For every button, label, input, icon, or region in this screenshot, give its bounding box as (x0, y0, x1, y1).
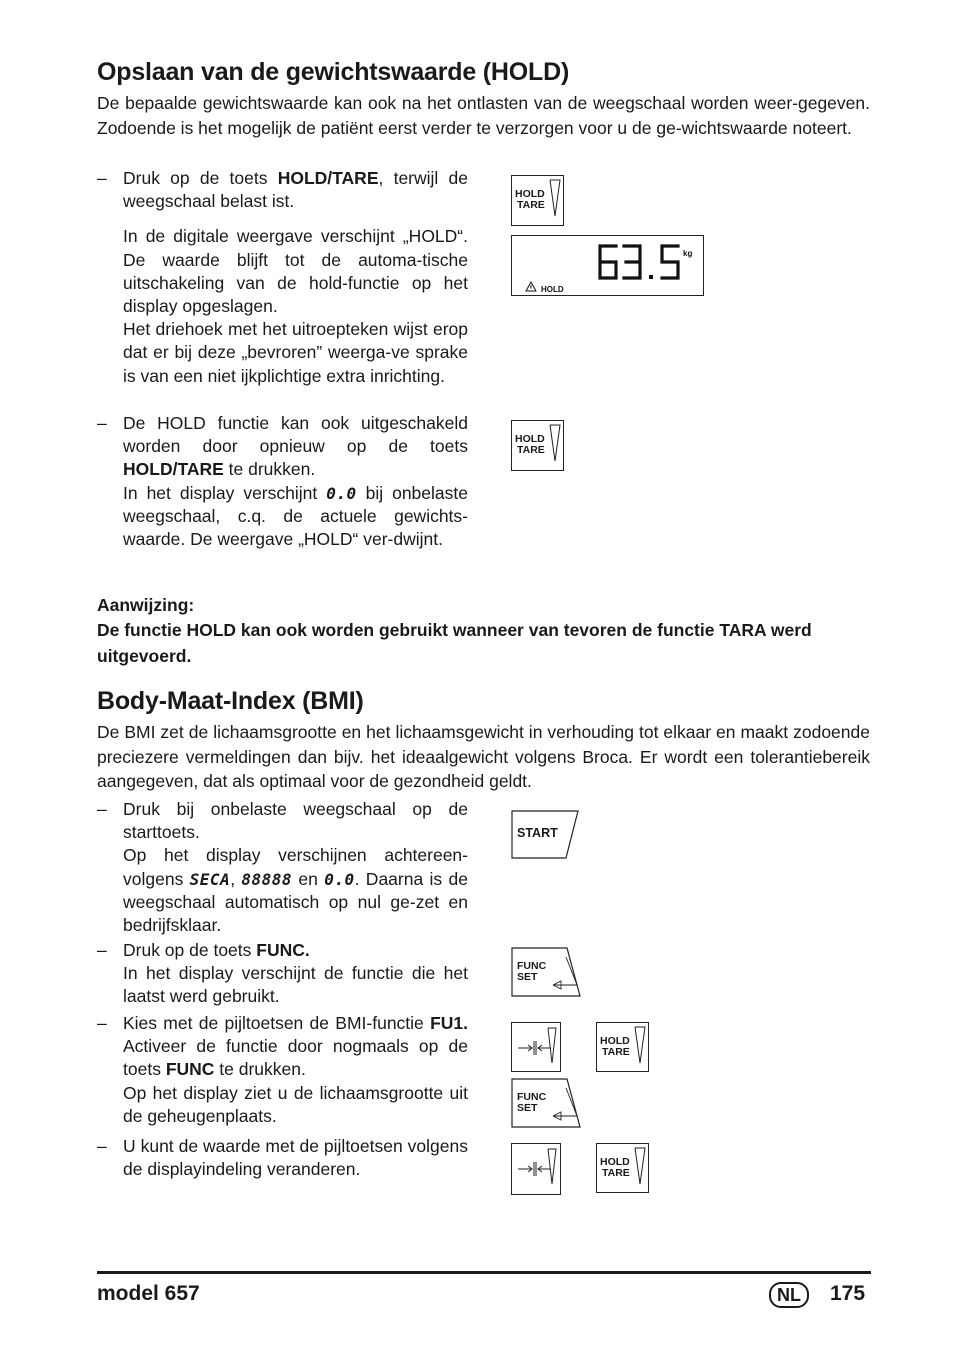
bmi-step-3-display: Op het display ziet u de lichaamsgrootte uit de geheugenplaats. (123, 1082, 468, 1126)
bullet-dash: – (97, 799, 107, 819)
page-number: 175 (830, 1282, 866, 1305)
func-set-key-2[interactable]: FUNC SET (511, 1078, 581, 1129)
hold-tare-key[interactable]: HOLD TARE (511, 175, 564, 226)
arrows-icon (512, 1144, 560, 1194)
bmi-step-1-display: Op het display verschijnen achtereen-volgens SECA, 88888 en 0.0. Daarna is de weegschaal automatisch op nul ge-zet en bedrijfsklaar. (123, 845, 468, 936)
bullet-dash: – (97, 1013, 107, 1033)
bullet-dash: – (97, 940, 107, 960)
hold-step-1-text: Druk op de toets HOLD/TARE, terwijl de weegschaal belast ist. (123, 168, 468, 212)
language-badge: NL (769, 1282, 809, 1308)
svg-text:HOLD: HOLD (541, 285, 564, 294)
note-heading: Aanwijzing: (97, 595, 195, 615)
bmi-step-1-text: Druk bij onbelaste weegschaal op de starttoets. (123, 799, 468, 843)
start-key[interactable]: START (511, 810, 579, 860)
note-text: De functie HOLD kan ook worden gebruikt wanneer van tevoren de functie TARA werd uitgevoerd. (97, 620, 812, 666)
hold-step-2-text: De HOLD functie kan ook uitgeschakeld worden door opnieuw op de toets HOLD/TARE te drukken. (123, 413, 468, 480)
section-title-hold: Opslaan van de gewichtswaarde (HOLD) (97, 58, 570, 86)
hold-step-2-display: In het display verschijnt 0.0 bij onbelaste weegschaal, c.q. de actuele gewichts-waarde. De weergave „HOLD“ ver-dwijnt. (123, 482, 468, 550)
hold-step-1-triangle-note: Het driehoek met het uitroepteken wijst erop dat er bij deze „bevroren” weerga-ve sprake is van een niet ijkplichtige extra inrichting. (123, 319, 468, 386)
display-graphic (512, 236, 703, 295)
bmi-step-1 (97, 798, 468, 937)
footer-model: model 657 (97, 1282, 200, 1305)
hold-step-1 (97, 167, 468, 388)
hold-tare-key-4[interactable]: HOLD TARE (596, 1143, 649, 1193)
arrows-icon (512, 1023, 560, 1071)
bmi-step-2 (97, 939, 468, 1009)
hold-intro: De bepaalde gewichtswaarde kan ook na het ontlasten van de weegschaal worden weer-gegeven. Zodoende is het mogelijk de patiënt eerst verder te verzorgen voor u de ge-wichtswaarde noteert. (97, 93, 870, 138)
hold-tare-key-3[interactable]: HOLD TARE (596, 1022, 649, 1072)
bullet-dash: – (97, 168, 107, 188)
hold-step-2 (97, 412, 468, 551)
bmi-step-4 (97, 1135, 468, 1181)
svg-text:kg: kg (683, 249, 693, 258)
bmi-step-2-display: In het display verschijnt de functie die het laatst werd gebruikt. (123, 963, 468, 1007)
weight-display (511, 235, 704, 296)
footer-rule (97, 1271, 871, 1274)
bmi-step-4-text: U kunt de waarde met de pijltoetsen volgens de displayindeling veranderen. (123, 1136, 468, 1180)
bmi-step-3-text: Kies met de pijltoetsen de BMI-functie FU1. Activeer de functie door nogmaals op de toets FUNC te drukken. (123, 1013, 468, 1080)
func-set-key[interactable]: FUNC SET (511, 947, 581, 998)
bullet-dash: – (97, 413, 107, 433)
arrow-key[interactable] (511, 1022, 561, 1072)
bmi-step-3 (97, 1012, 468, 1128)
bullet-dash: – (97, 1136, 107, 1156)
bmi-step-2-text: Druk op de toets FUNC. (123, 940, 310, 960)
hold-step-1-display: In de digitale weergave verschijnt „HOLD“. De waarde blijft tot de automa-tische uitschakeling van de hold-functie op het display opgeslagen. (123, 226, 468, 317)
arrow-key-2[interactable] (511, 1143, 561, 1195)
hold-tare-key-2[interactable]: HOLD TARE (511, 420, 564, 471)
section-title-bmi: Body-Maat-Index (BMI) (97, 687, 364, 715)
bmi-intro: De BMI zet de lichaamsgrootte en het lichaamsgewicht in verhouding tot elkaar en maakt zodoende preciezere vermeldingen dan bijv. het ideaalgewicht volgens Broca. Er wordt een tolerantiebereik aangegeven, dat als optimaal voor de gezondheid geldt. (97, 722, 870, 792)
